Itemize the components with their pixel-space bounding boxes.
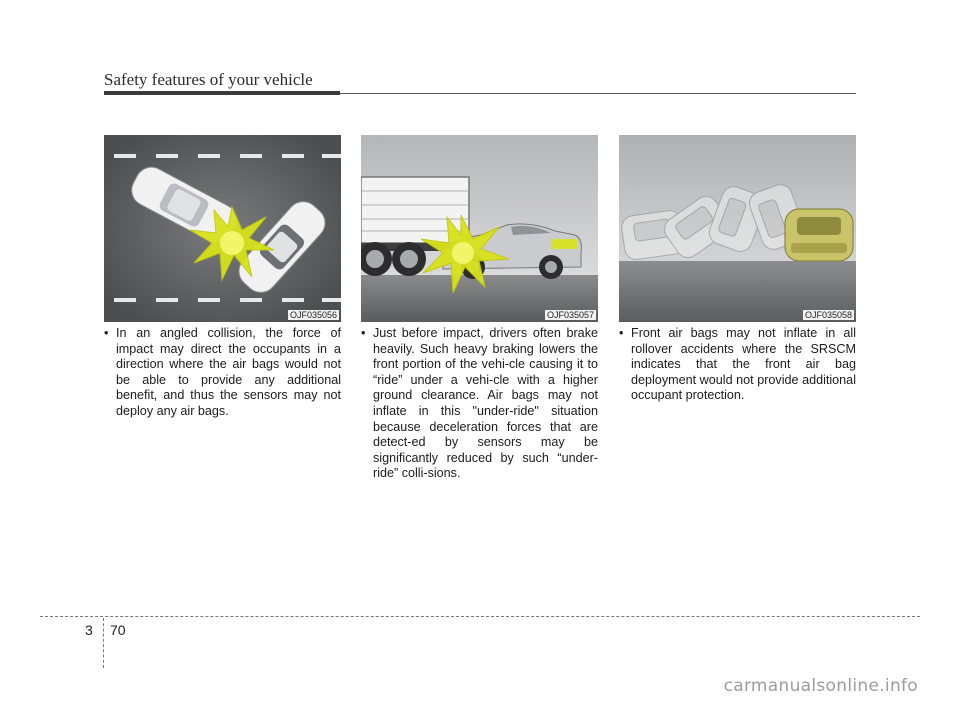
bullet-icon: •	[619, 326, 624, 340]
bullet-icon: •	[104, 326, 109, 340]
section-title: Safety features of your vehicle	[104, 70, 313, 89]
chapter-number: 3	[85, 622, 93, 638]
bullet-text: Just before impact, drivers often brake heavily. Such heavy braking lowers the front portion of the vehi-cle causing it to “ride” under a vehi-cle with a higher ground clearance. Air bags may not inflate in this "under-ride" situation because deceleration forces that are detect-ed by sensors may be significantly reduced by such “under-ride” colli-sions.	[373, 326, 598, 481]
footer-rule	[40, 616, 920, 617]
figure-code: OJF035058	[804, 310, 852, 320]
under-ride-collision-illustration-icon	[361, 135, 598, 322]
figure-code: OJF035057	[546, 310, 594, 320]
bullet-icon: •	[361, 326, 366, 340]
page-number: 70	[110, 622, 126, 638]
watermark: carmanualsonline.info	[723, 676, 918, 696]
header-rule-accent	[104, 91, 340, 95]
bullet-angled-collision	[104, 326, 341, 420]
bullet-rollover	[619, 326, 856, 404]
figure-code: OJF035056	[289, 310, 337, 320]
bullet-text: In an angled collision, the force of impact may direct the occupants in a direction where the air bags would not be able to provide any additional benefit, and thus the sensors may not deploy any air bags.	[116, 326, 341, 418]
bullet-under-ride	[361, 326, 598, 482]
footer-divider	[103, 618, 104, 668]
rollover-accident-illustration-icon	[619, 135, 856, 322]
angled-collision-illustration-icon	[104, 135, 341, 322]
bullet-text: Front air bags may not inflate in all rollover accidents where the SRSCM indicates that the front air bag deployment would not provide additional occupant protection.	[631, 326, 856, 403]
